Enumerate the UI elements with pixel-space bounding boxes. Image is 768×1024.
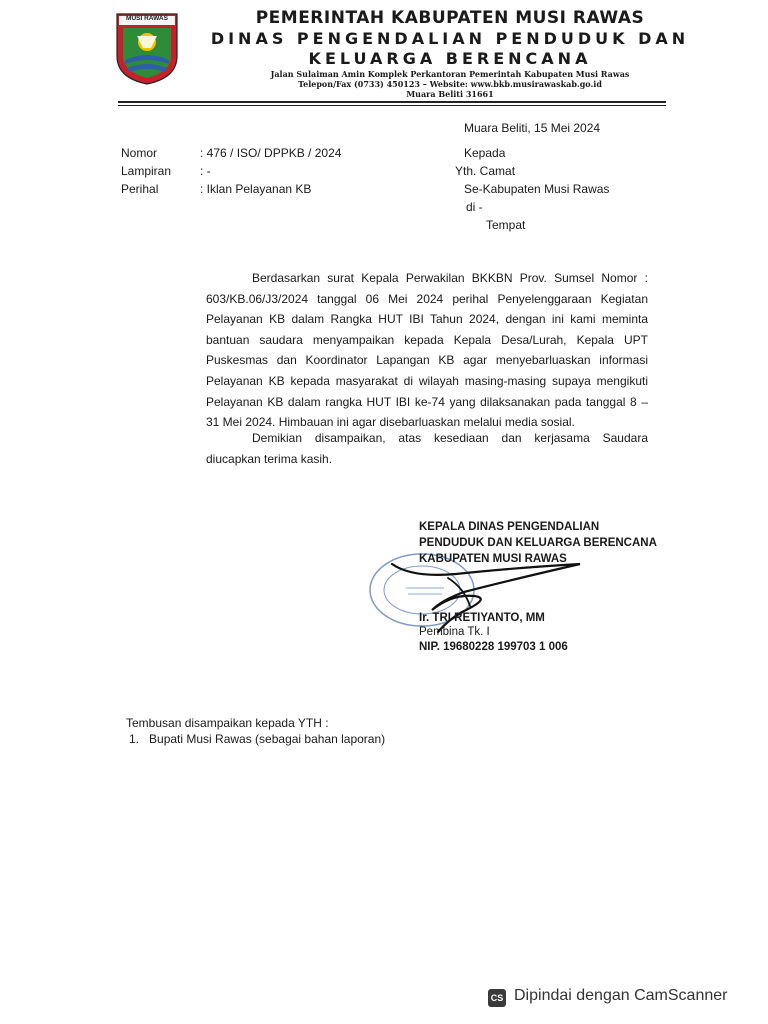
signatory-rank: Pembina Tk. I: [419, 626, 490, 638]
letterhead-divider-thin: [118, 105, 666, 106]
letterhead-address: Jalan Sulaiman Amin Komplek Perkantoran Pemerintah Kabupaten Musi Rawas: [270, 69, 630, 79]
letterhead-divider: [118, 101, 666, 103]
letterhead-postcode: Muara Beliti 31661: [406, 89, 494, 99]
body-paragraph-2-text: Demikian disampaikan, atas kesediaan dan kerjasama Saudara diucapkan terima kasih.: [206, 431, 648, 466]
perihal-label: Perihal: [121, 182, 159, 196]
signatory-title-1: KEPALA DINAS PENGENDALIAN: [419, 521, 600, 533]
addressee-kepada: Kepada: [464, 146, 506, 160]
signatory-title-3: KABUPATEN MUSI RAWAS: [419, 553, 567, 565]
addressee-tempat: Tempat: [486, 218, 526, 232]
letterhead-government: PEMERINTAH KABUPATEN MUSI RAWAS: [255, 8, 645, 28]
letterhead-contact: Telepon/Fax (0733) 450123 – Website: www.bkb.musirawaskab.go.id: [298, 79, 602, 89]
body-paragraph-1-text: Berdasarkan surat Kepala Perwakilan BKKBN Prov. Sumsel Nomor : 603/KB.06/J3/2024 tanggal 06 Mei 2024 perihal Penyelenggaraan Kegiatan Pelayanan KB dalam Rangka HUT IBI Tahun 2024, dengan ini kami meminta bantuan saudara menyampaikan kepada Kepala Desa/Lurah, Kepala UPT Puskesmas dan Koordinator Lapangan KB agar menyebarluaskan informasi Pelayanan KB kepada masyarakat di wilayah masing-masing supaya mengikuti Pelayanan KB dalam rangka HUT IBI ke-74 yang dilaksanakan pada tanggal 8 – 31 Mei 2024. Himbauan ini agar disebarluaskan melalui media sosial.: [206, 271, 648, 430]
place-date: Muara Beliti, 15 Mei 2024: [464, 121, 601, 135]
addressee-kabupaten: Se-Kabupaten Musi Rawas: [464, 182, 610, 196]
signatory-title-2: PENDUDUK DAN KELUARGA BERENCANA: [419, 537, 657, 549]
body-paragraph-2: [206, 428, 648, 469]
nomor-label: Nomor: [121, 146, 158, 160]
camscanner-icon: CS: [488, 989, 506, 1007]
signatory-nip: NIP. 19680228 199703 1 006: [419, 641, 568, 653]
cc-item: 1. Bupati Musi Rawas (sebagai bahan laporan): [129, 732, 386, 746]
perihal-value: : Iklan Pelayanan KB: [200, 182, 312, 196]
body-paragraph-1: [206, 268, 648, 433]
lampiran-label: Lampiran: [121, 164, 172, 178]
addressee-di: di -: [466, 200, 483, 214]
letterhead-agency-line1: DINAS PENGENDALIAN PENDUDUK DAN: [210, 29, 690, 48]
regency-logo: [115, 12, 179, 86]
camscanner-watermark: Dipindai dengan CamScanner: [514, 987, 728, 1004]
letterhead-agency-line2: KELUARGA BERENCANA: [308, 49, 592, 68]
lampiran-value: : -: [200, 164, 211, 178]
nomor-value: : 476 / ISO/ DPPKB / 2024: [200, 146, 342, 160]
cc-heading: Tembusan disampaikan kepada YTH :: [126, 716, 329, 730]
addressee-yth: Yth. Camat: [455, 164, 516, 178]
signatory-name: Ir. TRI RETIYANTO, MM: [419, 612, 545, 624]
logo-label: MUSI RAWAS: [126, 15, 168, 22]
